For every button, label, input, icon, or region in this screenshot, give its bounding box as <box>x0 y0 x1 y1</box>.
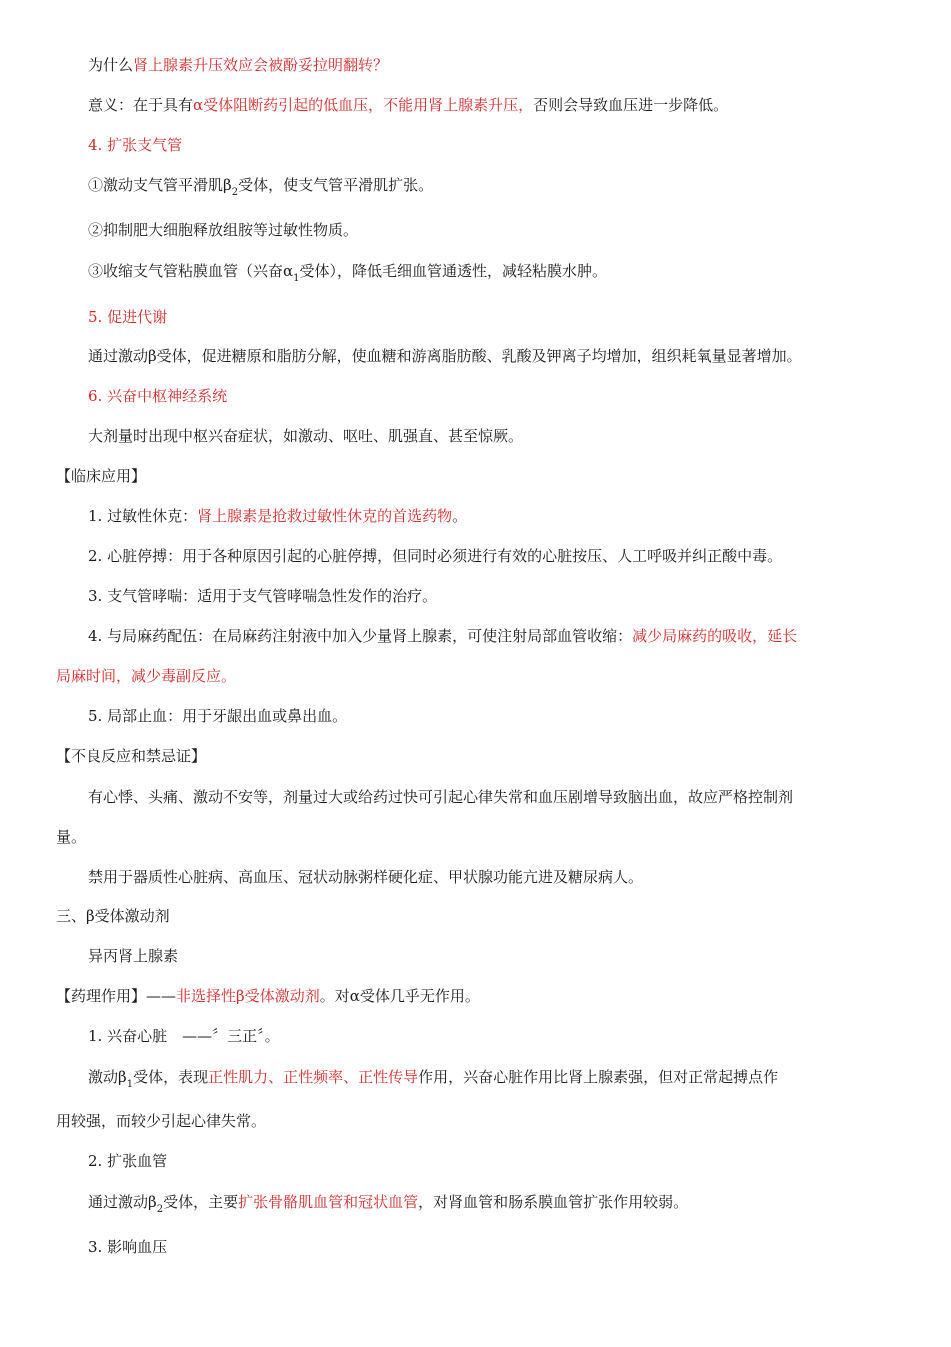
paragraph-adverse-effects-cont: 量。 <box>56 828 87 846</box>
section-beta-agonists: 三、β受体激动剂 <box>56 907 170 925</box>
heading-bronchodilation: 4. 扩张支气管 <box>88 136 183 154</box>
paragraph-beta1: 激动$\beta_1$受体，表现正性肌力、正性频率、正性传导作用，兴奋心脏作用比肾上腺素强，但对正常起搏点作 <box>88 1068 779 1090</box>
heading-cns: 6. 兴奋中枢神经系统 <box>88 387 228 405</box>
drug-name-isoprenaline: 异丙肾上腺素 <box>88 947 179 965</box>
paragraph-beta2-bronchial: ①激动支气管平滑肌$\beta_2$受体，使支气管平滑肌扩张。 <box>88 176 434 198</box>
item-excite-heart: 1. 兴奋心脏 ——〞三正〞。 <box>88 1027 280 1045</box>
clinical-item-local-anesthetic: 4. 与局麻药配伍：在局麻药注射液中加入少量肾上腺素，可使注射局部血管收缩：减少局麻药的吸收，延长 <box>88 627 798 645</box>
item-vasodilation: 2. 扩张血管 <box>88 1152 168 1170</box>
paragraph-beta2-vessels: 通过激动$\beta_2$受体，主要扩张骨骼肌血管和冠状血管，对肾血管和肠系膜血管扩张作用较弱。 <box>88 1193 689 1215</box>
paragraph-contraindications: 禁用于器质性心脏病、高血压、冠状动脉粥样硬化症、甲状腺功能亢进及糖尿病人。 <box>88 868 644 886</box>
clinical-item-hemostasis: 5. 局部止血：用于牙龈出血或鼻出血。 <box>88 707 348 725</box>
paragraph-question: 为什么肾上腺素升压效应会被酚妥拉明翻转？ <box>88 56 389 74</box>
paragraph-metabolism: 通过激动β受体，促进糖原和脂肪分解，使血糖和游离脂肪酸、乳酸及钾离子均增加，组织耗氧量显著增加。 <box>88 347 802 365</box>
paragraph-alpha1-mucosa: ③收缩支气管粘膜血管（兴奋$\alpha_1$受体），降低毛细血管通透性，减轻粘膜水肿。 <box>88 262 608 284</box>
clinical-item-local-anesthetic-cont: 局麻时间，减少毒副反应。 <box>56 667 237 685</box>
section-adverse-effects: 【不良反应和禁忌证】 <box>56 747 207 765</box>
paragraph-beta1-cont: 用较强，而较少引起心律失常。 <box>56 1112 267 1130</box>
section-pharmacology: 【药理作用】——非选择性β受体激动剂。对α受体几乎无作用。 <box>56 987 480 1005</box>
heading-metabolism: 5. 促进代谢 <box>88 308 168 326</box>
section-clinical-use: 【临床应用】 <box>56 467 147 485</box>
paragraph-cns: 大剂量时出现中枢兴奋症状，如激动、呕吐、肌强直、甚至惊厥。 <box>88 427 524 445</box>
item-blood-pressure: 3. 影响血压 <box>88 1238 168 1256</box>
clinical-item-anaphylaxis: 1. 过敏性休克：肾上腺素是抢救过敏性休克的首选药物。 <box>88 507 468 525</box>
clinical-item-asthma: 3. 支气管哮喘：适用于支气管哮喘急性发作的治疗。 <box>88 587 438 605</box>
paragraph-significance: 意义：在于具有α受体阻断药引起的低血压，不能用肾上腺素升压，否则会导致血压进一步降低。 <box>88 96 729 114</box>
clinical-item-cardiac-arrest: 2. 心脏停搏：用于各种原因引起的心脏停搏，但同时必须进行有效的心脏按压、人工呼吸并纠正酸中毒。 <box>88 547 783 565</box>
paragraph-adverse-effects: 有心悸、头痛、激动不安等，剂量过大或给药过快可引起心律失常和血压剧增导致脑出血，故应严格控制剂 <box>88 788 794 806</box>
paragraph-mast-cells: ②抑制肥大细胞释放组胺等过敏性物质。 <box>88 221 359 239</box>
